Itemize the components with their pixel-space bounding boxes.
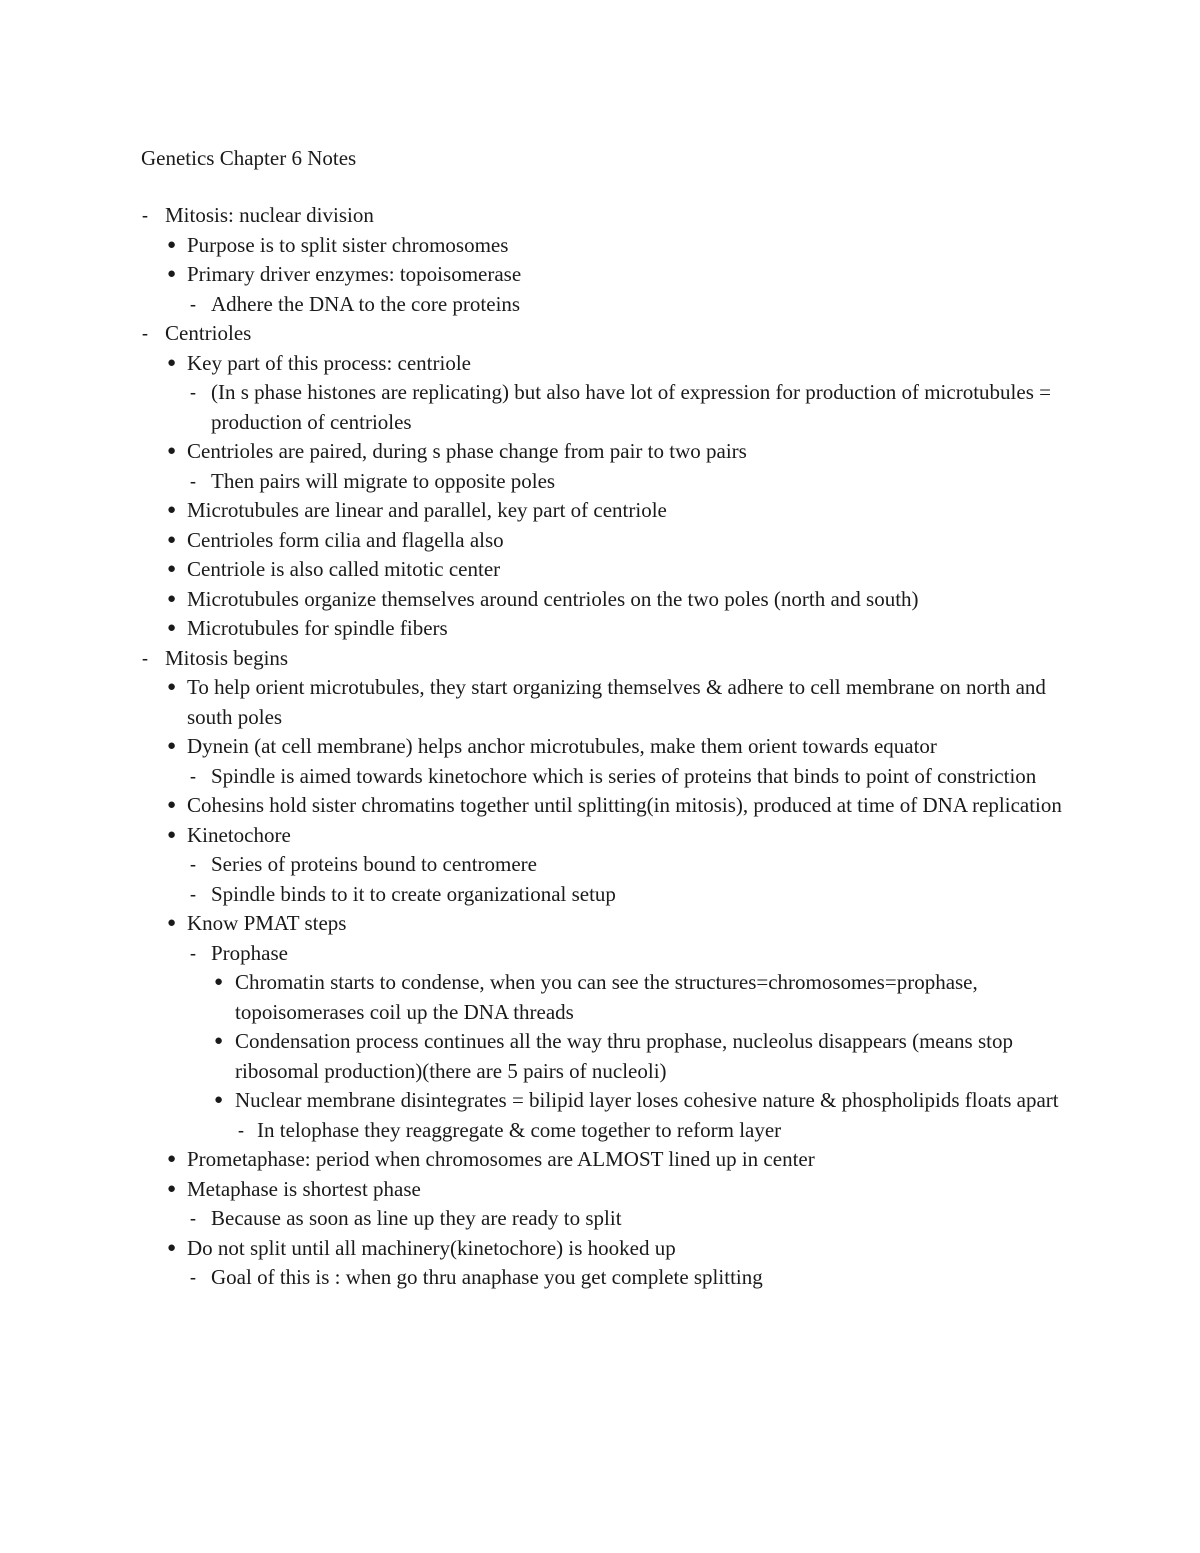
outline-item-text: Spindle is aimed towards kinetochore which is series of proteins that binds to point of constriction [211,763,1037,788]
outline-item [141,850,1081,880]
dot-bullet-icon: ● [167,679,177,695]
dash-bullet-icon: - [142,647,148,668]
outline-item-text: Series of proteins bound to centromere [211,852,537,876]
dot-bullet-icon: ● [167,915,177,931]
outline-item [141,201,1081,231]
outline-item [141,673,1081,732]
outline-item-text: Centrioles are paired, during s phase change from pair to two pairs [187,439,747,463]
outline-item-text: Microtubules are linear and parallel, key part of centriole [187,498,667,522]
outline-item [141,496,1081,526]
outline-item-text: Know PMAT steps [187,911,347,935]
outline-item [141,260,1081,290]
dot-bullet-icon: ● [167,590,177,607]
outline-item [141,1204,1081,1234]
dot-bullet-icon: ● [214,1033,224,1049]
dot-bullet-icon: ● [214,974,224,990]
outline-item [141,762,1081,792]
outline-item [141,644,1081,674]
dot-bullet-icon: ● [167,797,177,813]
dot-bullet-icon: ● [167,1151,177,1167]
dot-bullet-icon: ● [167,1180,177,1197]
outline-item-text: Prophase [211,940,288,965]
outline-item [141,349,1081,379]
outline-item-text: To help orient microtubules, they start organizing themselves & adhere to cell membrane on north and south poles [187,675,1046,729]
dot-bullet-icon: ● [167,561,177,577]
dot-bullet-icon: ● [167,266,177,282]
outline-item [141,1086,1081,1116]
outline-item-text: Condensation process continues all the way thru prophase, nucleolus disappears (means stop ribosomal production)(there are 5 pairs of nucleoli) [235,1029,1013,1083]
outline-item-text: Because as soon as line up they are ready to split [211,1206,622,1230]
outline-item-text: Chromatin starts to condense, when you can see the structures=chromosomes=prophase, topoisomerases coil up the DNA threads [235,970,978,1024]
outline-item [141,1116,1081,1146]
dot-bullet-icon: ● [167,620,177,636]
outline-item [141,821,1081,851]
dot-bullet-icon: ● [167,502,177,518]
outline-item-text: Metaphase is shortest phase [187,1176,421,1201]
outline-item [141,585,1081,615]
dot-bullet-icon: ● [167,354,177,371]
outline-item-text: Microtubules organize themselves around centrioles on the two poles (north and south) [187,586,919,611]
outline-item [141,231,1081,261]
dash-bullet-icon: - [238,1119,244,1140]
dot-bullet-icon: ● [167,531,177,548]
dot-bullet-icon: ● [167,1239,177,1256]
outline-item-text: Dynein (at cell membrane) helps anchor microtubules, make them orient towards equator [187,734,937,758]
outline-item-text: Mitosis begins [165,645,289,670]
outline-item-text: In telophase they reaggregate & come together to reform layer [257,1117,782,1142]
document-title: Genetics Chapter 6 Notes [141,146,357,170]
outline-item [141,290,1081,320]
outline-item [141,1234,1081,1264]
outline-item-text: Purpose is to split sister chromosomes [187,232,509,257]
outline-item-text: Then pairs will migrate to opposite poles [211,468,556,493]
outline-item [141,880,1081,910]
outline-item-text: Goal of this is : when go thru anaphase you get complete splitting [211,1265,763,1289]
outline-item [141,909,1081,939]
dash-bullet-icon: - [190,765,196,786]
dash-bullet-icon: - [190,382,196,402]
dot-bullet-icon: ● [167,443,177,459]
dash-bullet-icon: - [190,883,196,904]
outline-item [141,968,1081,1027]
dash-bullet-icon: - [190,942,196,963]
outline-item-text: Cohesins hold sister chromatins together until splitting(in mitosis), produced at time of DNA replication [187,793,1062,817]
outline-item-text: Primary driver enzymes: topoisomerase [187,262,522,286]
dot-bullet-icon: ● [167,826,177,843]
outline-item-text: Nuclear membrane disintegrates = bilipid layer loses cohesive nature & phospholipids floats apart [235,1088,1059,1112]
outline-item-text: Spindle binds to it to create organizational setup [211,881,616,906]
outline-item-text: Centrioles [165,321,252,345]
dash-bullet-icon: - [142,323,148,343]
outline-item-text: Kinetochore [187,822,291,847]
dash-bullet-icon: - [190,1208,196,1228]
outline-item [141,614,1081,644]
dot-bullet-icon: ● [167,236,177,253]
outline-item [141,319,1081,349]
dash-bullet-icon: - [190,470,196,491]
outline-item [141,732,1081,762]
outline-item-text: Prometaphase: period when chromosomes are ALMOST lined up in center [187,1147,815,1171]
outline-item [141,1175,1081,1205]
outline-item-text: Centrioles form cilia and flagella also [187,527,504,552]
dash-bullet-icon: - [190,293,196,314]
outline-item-text: Key part of this process: centriole [187,350,471,375]
dash-bullet-icon: - [142,205,148,225]
outline-item [141,1263,1081,1293]
outline-item-text: (In s phase histones are replicating) but also have lot of expression for production of microtubules = production of centrioles [211,380,1051,434]
outline-item [141,467,1081,497]
dash-bullet-icon: - [190,854,196,874]
notes-outline [141,201,1081,1293]
outline-item [141,791,1081,821]
outline-item-text: Microtubules for spindle fibers [187,616,448,640]
outline-item [141,555,1081,585]
outline-item-text: Do not split until all machinery(kinetochore) is hooked up [187,1235,676,1260]
dot-bullet-icon: ● [167,738,177,754]
dash-bullet-icon: - [190,1267,196,1287]
outline-item [141,437,1081,467]
outline-item [141,1145,1081,1175]
outline-item [141,526,1081,556]
outline-item-text: Adhere the DNA to the core proteins [211,291,521,316]
outline-item [141,378,1081,437]
dot-bullet-icon: ● [214,1092,224,1108]
outline-item-text: Centriole is also called mitotic center [187,557,501,581]
outline-item [141,1027,1081,1086]
outline-item [141,939,1081,969]
outline-item-text: Mitosis: nuclear division [165,203,374,227]
